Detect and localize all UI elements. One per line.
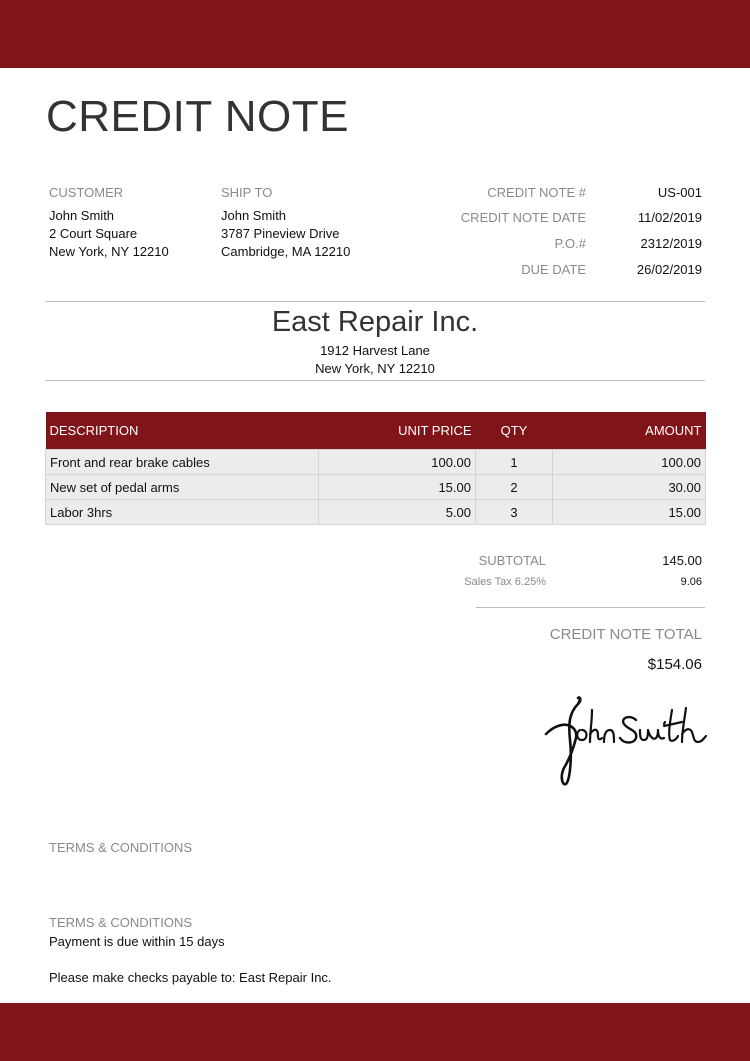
row-amount: 15.00 [553,500,706,525]
credit-note-date-value: 11/02/2019 [637,210,702,225]
credit-note-number-label: CREDIT NOTE # [487,185,586,200]
customer-label: CUSTOMER [49,185,124,200]
ship-to-label: SHIP TO [221,185,273,200]
divider [476,607,705,608]
po-number-label: P.O.# [554,236,586,251]
customer-block [49,185,169,261]
row-unit-price: 5.00 [319,500,476,525]
ship-to-address-line-1: 3787 Pineview Drive [221,226,340,241]
customer-address-line-2: New York, NY 12210 [49,244,169,259]
ship-to-name: John Smith [221,208,287,223]
line-items-table [45,412,706,525]
column-header-description: DESCRIPTION [46,412,319,450]
sales-tax-value: 9.06 [680,576,702,588]
column-header-qty: QTY [476,412,553,450]
company-address-line-1: 1912 Harvest Lane [320,343,430,358]
sales-tax-row [440,576,702,594]
credit-note-total-label: CREDIT NOTE TOTAL [549,626,702,643]
divider [45,301,705,302]
credit-note-number-value: US-001 [657,185,702,200]
due-date-value: 26/02/2019 [636,262,702,277]
terms-heading: TERMS & CONDITIONS [49,915,193,930]
table-header-row [46,412,706,450]
credit-note-date-label: CREDIT NOTE DATE [460,210,586,225]
subtotal-value: 145.00 [662,553,702,568]
credit-note-total-value: $154.06 [647,656,702,673]
divider [45,380,705,381]
table-row [46,450,706,475]
po-number-value: 2312/2019 [640,236,702,251]
subtotal-row [440,553,702,571]
row-qty: 3 [476,500,553,525]
top-band [0,0,750,68]
terms-line-checks: Please make checks payable to: East Repair Inc. [49,970,332,985]
due-date-row [440,262,702,280]
table-row [46,500,706,525]
row-description: New set of pedal arms [46,475,319,500]
signature-image [540,680,710,790]
customer-name: John Smith [49,208,115,223]
credit-note-date-row [440,210,702,228]
company-address-line-2: New York, NY 12210 [315,361,435,376]
subtotal-label: SUBTOTAL [478,553,546,568]
ship-to-block [221,185,350,261]
row-amount: 100.00 [553,450,706,475]
row-amount: 30.00 [553,475,706,500]
row-unit-price: 100.00 [319,450,476,475]
row-description: Labor 3hrs [46,500,319,525]
due-date-label: DUE DATE [521,262,586,277]
terms-heading: TERMS & CONDITIONS [49,840,193,855]
document-title: CREDIT NOTE [46,92,349,141]
table-row [46,475,706,500]
sales-tax-label: Sales Tax 6.25% [464,576,546,588]
column-header-unit-price: UNIT PRICE [319,412,476,450]
credit-note-number-row [440,185,702,203]
po-number-row [440,236,702,254]
row-qty: 1 [476,450,553,475]
bottom-band [0,1003,750,1061]
customer-address-line-1: 2 Court Square [49,226,138,241]
column-header-amount: AMOUNT [553,412,706,450]
ship-to-address-line-2: Cambridge, MA 12210 [221,244,351,259]
row-unit-price: 15.00 [319,475,476,500]
row-qty: 2 [476,475,553,500]
company-name: East Repair Inc. [271,306,479,338]
terms-line-payment: Payment is due within 15 days [49,934,225,949]
row-description: Front and rear brake cables [46,450,319,475]
